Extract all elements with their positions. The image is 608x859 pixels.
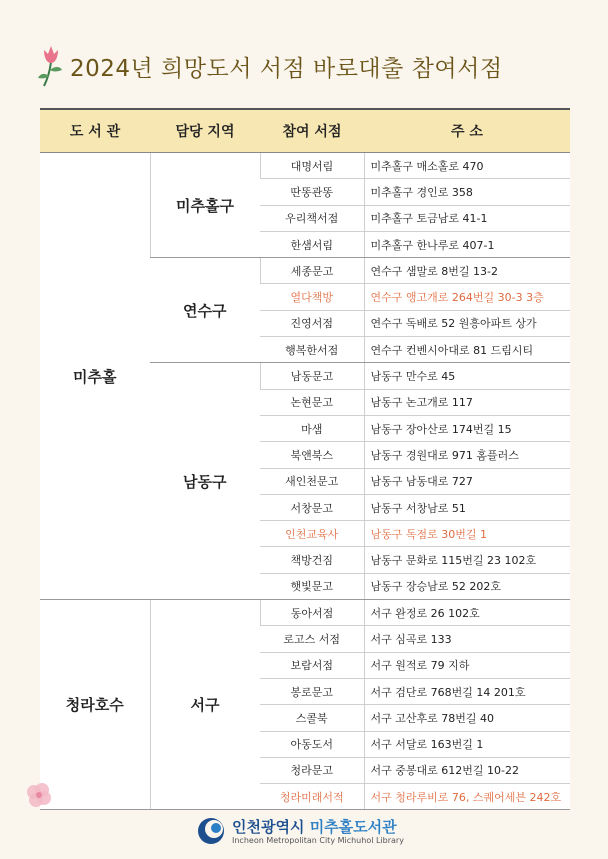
address-cell: 서구 검단로 768번길 14 201호 bbox=[364, 678, 570, 704]
title-area bbox=[36, 44, 576, 88]
address-cell: 미추홀구 경인로 358 bbox=[364, 179, 570, 205]
header-area: 담당 지역 bbox=[150, 109, 260, 153]
header-store: 참여 서점 bbox=[260, 109, 364, 153]
store-name-cell: 논현문고 bbox=[260, 389, 364, 415]
flower-decoration-icon bbox=[22, 780, 58, 810]
address-cell: 남동구 논고개로 117 bbox=[364, 389, 570, 415]
store-name-cell: 마샘 bbox=[260, 415, 364, 441]
footer-english: Incheon Metropolitan City Michuhol Library bbox=[232, 836, 404, 845]
address-cell: 남동구 독점로 30번길 1 bbox=[364, 521, 570, 547]
address-cell: 서구 고산후로 78번길 40 bbox=[364, 705, 570, 731]
address-cell: 남동구 문화로 115번길 23 102호 bbox=[364, 547, 570, 573]
library-logo-icon bbox=[196, 816, 226, 846]
address-cell: 서구 중봉대로 612번길 10-22 bbox=[364, 757, 570, 783]
area-cell: 서구 bbox=[150, 600, 260, 810]
table-row bbox=[40, 600, 570, 626]
address-cell: 남동구 경원대로 971 홈플러스 bbox=[364, 442, 570, 468]
address-cell: 연수구 독배로 52 원흥아파트 상가 bbox=[364, 310, 570, 336]
address-cell: 서구 서달로 163번길 1 bbox=[364, 731, 570, 757]
area-cell: 남동구 bbox=[150, 363, 260, 600]
store-name-cell: 북앤북스 bbox=[260, 442, 364, 468]
store-name-cell: 새인천문고 bbox=[260, 468, 364, 494]
address-cell: 미추홀구 토금남로 41-1 bbox=[364, 205, 570, 231]
store-name-cell: 스콜북 bbox=[260, 705, 364, 731]
library-cell: 미추홀 bbox=[40, 153, 150, 600]
store-name-cell: 청라문고 bbox=[260, 757, 364, 783]
store-name-cell: 세종문고 bbox=[260, 258, 364, 284]
store-name-cell: 우리책서점 bbox=[260, 205, 364, 231]
store-name-cell: 대명서림 bbox=[260, 153, 364, 179]
library-cell: 청라호수 bbox=[40, 600, 150, 810]
store-name-cell: 열다책방 bbox=[260, 284, 364, 310]
address-cell: 서구 청라루비로 76, 스퀘어세븐 242호 bbox=[364, 784, 570, 810]
address-cell: 남동구 장아산로 174번길 15 bbox=[364, 415, 570, 441]
area-cell: 연수구 bbox=[150, 258, 260, 363]
store-name-cell: 햇빛문고 bbox=[260, 573, 364, 599]
store-name-cell: 책방건짐 bbox=[260, 547, 364, 573]
address-cell: 미추홀구 매소홀로 470 bbox=[364, 153, 570, 179]
store-name-cell: 보람서점 bbox=[260, 652, 364, 678]
store-name-cell: 진영서점 bbox=[260, 310, 364, 336]
store-name-cell: 로고스 서점 bbox=[260, 626, 364, 652]
store-name-cell: 인천교육사 bbox=[260, 521, 364, 547]
address-cell: 남동구 남동대로 727 bbox=[364, 468, 570, 494]
store-name-cell: 청라미래서적 bbox=[260, 784, 364, 810]
store-name-cell: 남동문고 bbox=[260, 363, 364, 389]
store-name-cell: 딴똥관똥 bbox=[260, 179, 364, 205]
footer-city: 인천광역시 bbox=[232, 818, 305, 836]
area-cell: 미추홀구 bbox=[150, 153, 260, 258]
table-body bbox=[40, 153, 570, 810]
address-cell: 미추홀구 한나루로 407-1 bbox=[364, 231, 570, 257]
store-name-cell: 행복한서점 bbox=[260, 337, 364, 363]
address-cell: 남동구 만수로 45 bbox=[364, 363, 570, 389]
address-cell: 서구 심곡로 133 bbox=[364, 626, 570, 652]
store-name-cell: 동아서점 bbox=[260, 600, 364, 626]
footer-library: 미추홀도서관 bbox=[309, 818, 397, 836]
table-header-row bbox=[40, 109, 570, 153]
address-cell: 연수구 앵고개로 264번길 30-3 3층 bbox=[364, 284, 570, 310]
address-cell: 서구 완정로 26 102호 bbox=[364, 600, 570, 626]
tulip-icon bbox=[36, 44, 66, 88]
header-library: 도 서 관 bbox=[40, 109, 150, 153]
footer-title bbox=[232, 816, 397, 837]
address-cell: 남동구 서창남로 51 bbox=[364, 494, 570, 520]
store-name-cell: 아동도서 bbox=[260, 731, 364, 757]
address-cell: 서구 원적로 79 지하 bbox=[364, 652, 570, 678]
store-name-cell: 봉로문고 bbox=[260, 678, 364, 704]
address-cell: 연수구 샘말로 8번길 13-2 bbox=[364, 258, 570, 284]
address-cell: 남동구 장승남로 52 202호 bbox=[364, 573, 570, 599]
table-row bbox=[40, 153, 570, 179]
address-cell: 연수구 컨벤시아대로 81 드림시티 bbox=[364, 337, 570, 363]
page-title: 2024년 희망도서 서점 바로대출 참여서점 bbox=[70, 56, 503, 82]
store-name-cell: 한샘서림 bbox=[260, 231, 364, 257]
bookstore-table bbox=[40, 108, 570, 810]
footer-logo bbox=[196, 814, 436, 848]
store-name-cell: 서창문고 bbox=[260, 494, 364, 520]
header-address: 주 소 bbox=[364, 109, 570, 153]
